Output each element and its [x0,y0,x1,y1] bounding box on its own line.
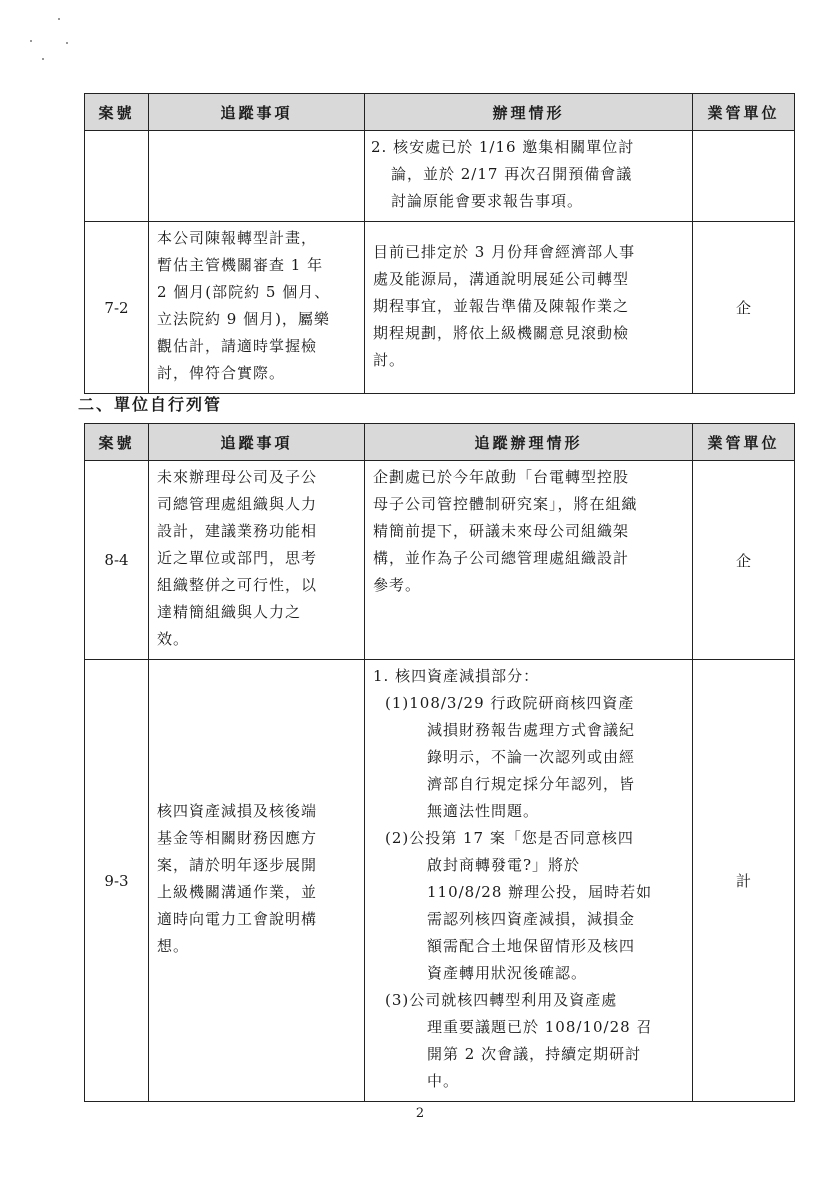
status-cell [365,222,693,394]
status-intro: 1. 核四資產減損部分： [373,667,540,685]
header-status: 追蹤辦理情形 [365,424,693,461]
text-line: (1)108/3/29 行政院研商核四資產 [385,694,635,712]
page-number: 2 [415,1106,425,1121]
tracking-item-cell [149,660,365,1102]
text-line: 需認列核四資產減損，減損金 [427,910,636,928]
text-line: 案，請於明年逐步展開 [157,856,318,874]
text-line: 上級機關溝通作業，並 [157,883,318,901]
status-sub-item [373,690,684,825]
text-line: 110/8/28 辦理公投，屆時若如 [427,883,653,901]
text-line: 期程事宜，並報告準備及陳報作業之 [373,296,630,315]
text-line: 處及能源局，溝通說明展延公司轉型 [373,269,630,288]
case-number-cell: 7-2 [85,222,149,394]
header-tracking-item: 追蹤事項 [149,94,365,131]
table-row [85,222,795,394]
text-line: 暫估主管機關審查 1 年 [157,256,324,274]
text-line: 近之單位或部門，思考 [157,549,318,567]
text-line: 減損財務報告處理方式會議紀 [427,721,636,739]
unit-cell: 企 [693,461,795,660]
text-line: 參考。 [373,576,422,594]
table-header-row [85,94,795,131]
text-line: 司總管理處組織與人力 [157,495,318,513]
text-line: 適時向電力工會說明構 [157,910,318,928]
case-number-cell: 9-3 [85,660,149,1102]
header-unit: 業管單位 [693,94,795,131]
text-line: 錄明示，不論一次認列或由經 [427,748,636,766]
text-line: 立法院約 9 個月)，屬樂 [157,310,330,328]
status-cell [365,131,693,222]
table-header-row [85,424,795,461]
text-line: 討，俾符合實際。 [157,364,286,382]
status-cell [365,461,693,660]
table-row [85,461,795,660]
text-line: 效。 [157,630,190,648]
text-line: 想。 [157,937,190,955]
status-line: 論，並於 2/17 再次召開預備會議 [391,165,633,183]
status-sub-item [373,987,684,1095]
header-status: 辦理情形 [365,94,693,131]
text-line: 達精簡組織與人力之 [157,603,302,621]
header-case-number: 案號 [85,94,149,131]
status-line: 討論原能會要求報告事項。 [391,192,584,210]
text-line: 啟封商轉發電?」將於 [427,856,581,874]
text-line: 精簡前提下，研議未來母公司組織架 [373,522,630,540]
text-line: 設計，建議業務功能相 [157,522,318,540]
self-managed-table [84,423,795,1102]
scan-speck [42,58,44,60]
text-line: 無適法性問題。 [427,802,540,820]
tracking-item-cell [149,131,365,222]
text-line: 討。 [373,350,406,369]
scan-speck [66,42,68,44]
table-row [85,131,795,222]
text-line: 期程規劃，將依上級機關意見滾動檢 [373,323,630,342]
tracking-item-cell [149,222,365,394]
status-line: 2. 核安處已於 1/16 邀集相關單位討 [371,138,635,156]
tracking-item-cell [149,461,365,660]
text-line: 開第 2 次會議，持續定期研討 [427,1045,642,1063]
header-tracking-item: 追蹤事項 [149,424,365,461]
text-line: 資產轉用狀況後確認。 [427,964,588,982]
text-line: 母子公司管控體制研究案」，將在組織 [373,495,638,513]
text-line: 中。 [427,1072,460,1090]
scan-speck [58,18,60,20]
unit-cell: 企 [693,222,795,394]
text-line: 額需配合土地保留情形及核四 [427,937,636,955]
case-number-cell [85,131,149,222]
follow-up-table [84,93,795,394]
text-line: 未來辦理母公司及子公 [157,468,318,486]
text-line: 理重要議題已於 108/10/28 召 [427,1018,653,1036]
text-line: 組織整併之可行性，以 [157,576,318,594]
text-line: 核四資產減損及核後端 [157,802,318,820]
status-cell [365,660,693,1102]
unit-cell [693,131,795,222]
case-number-cell: 8-4 [85,461,149,660]
text-line: (2)公投第 17 案「您是否同意核四 [385,829,634,847]
text-line: (3)公司就核四轉型利用及資產處 [385,991,618,1009]
status-sub-item [373,825,684,987]
text-line: 2 個月(部院約 5 個月、 [157,283,331,301]
header-unit: 業管單位 [693,424,795,461]
scan-speck [30,40,32,42]
table-row [85,660,795,1102]
section-title: 二、單位自行列管 [78,395,223,414]
text-line: 觀估計，請適時掌握檢 [157,337,318,355]
text-line: 企劃處已於今年啟動「台電轉型控股 [373,468,630,486]
text-line: 構，並作為子公司總管理處組織設計 [373,549,630,567]
text-line: 目前已排定於 3 月份拜會經濟部人事 [373,242,636,261]
header-case-number: 案號 [85,424,149,461]
text-line: 本公司陳報轉型計畫， [157,229,318,247]
unit-cell: 計 [693,660,795,1102]
text-line: 基金等相關財務因應方 [157,829,318,847]
text-line: 濟部自行規定採分年認列，皆 [427,775,636,793]
